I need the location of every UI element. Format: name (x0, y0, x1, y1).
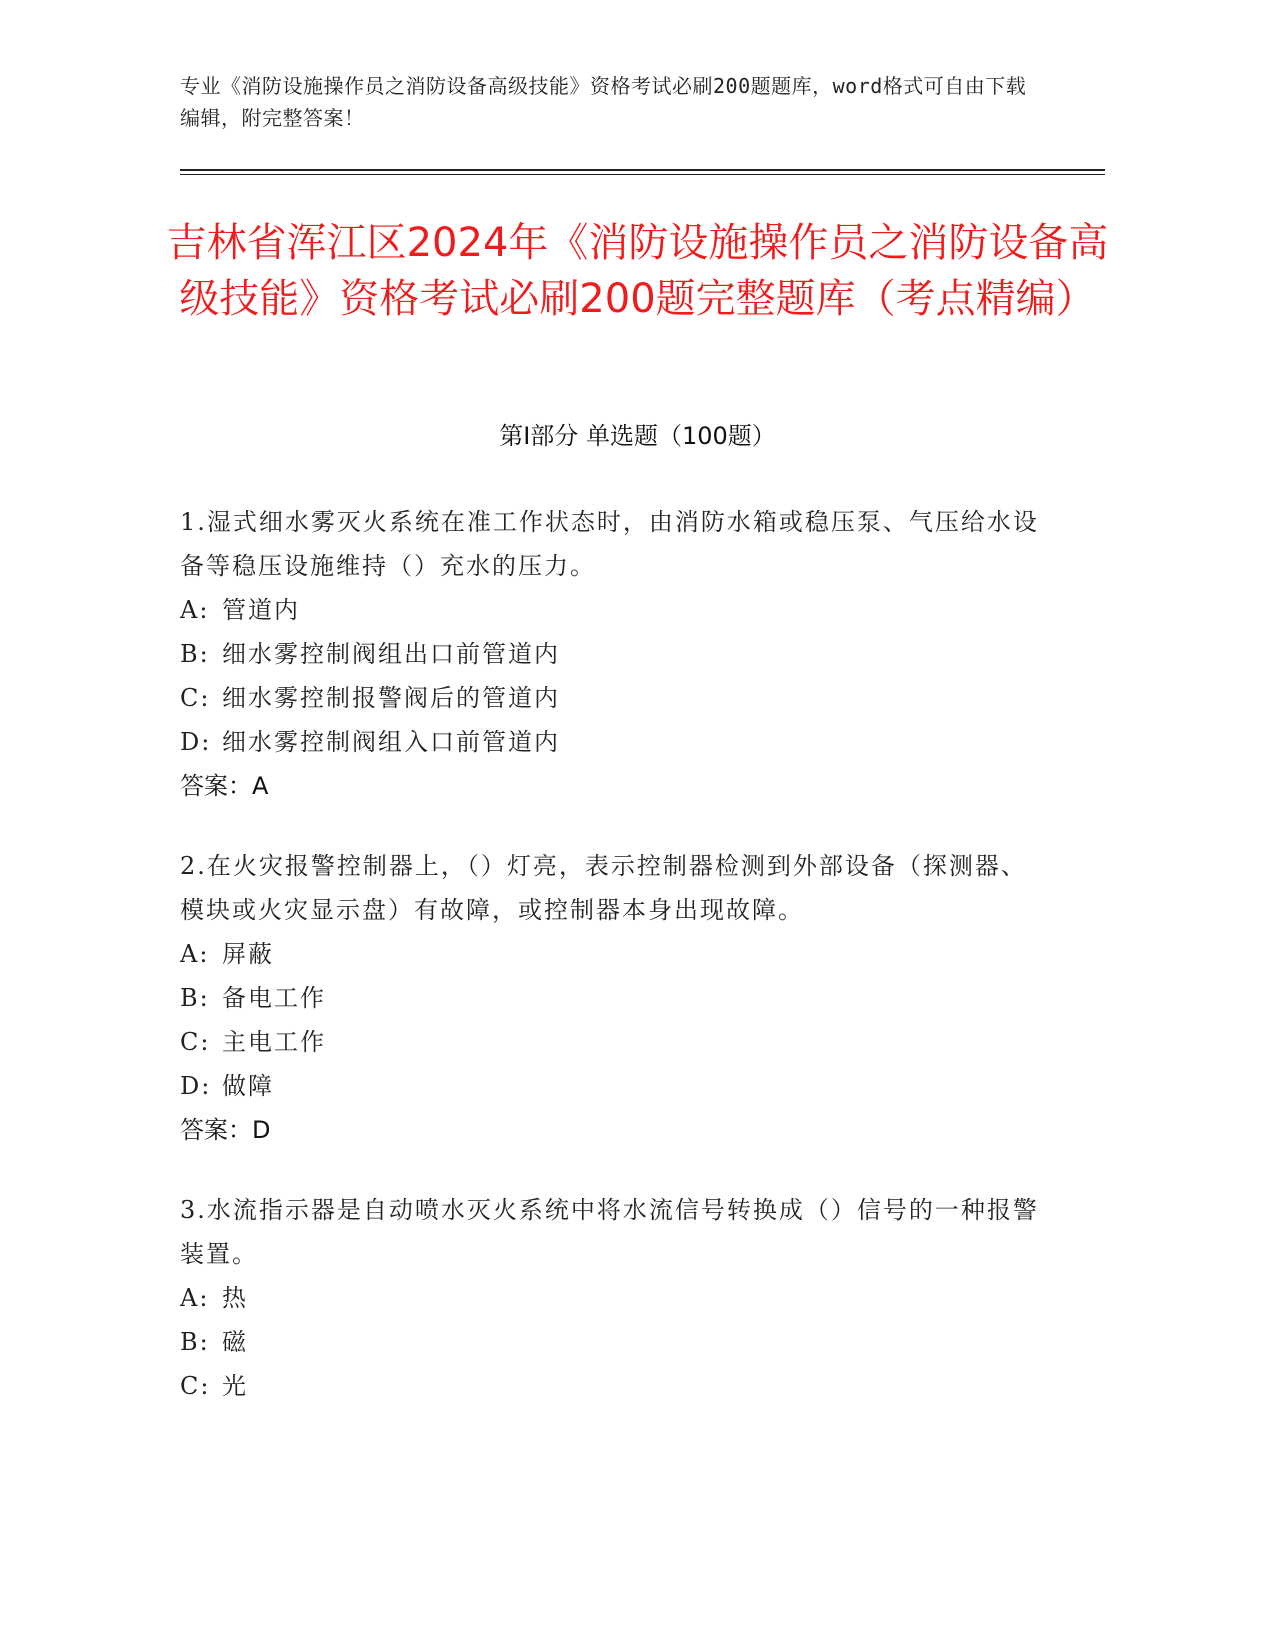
answer-line: 答案：A (180, 772, 269, 800)
option-key: C: (180, 1028, 211, 1056)
option-text: 细水雾控制阀组入口前管道内 (222, 728, 560, 756)
option-b (180, 632, 1040, 676)
option-text: 备电工作 (222, 984, 326, 1012)
option-d (180, 720, 1040, 764)
option-a (180, 1276, 1040, 1320)
question-stem: 2.在火灾报警控制器上，（）灯亮，表示控制器检测到外部设备（探测器、模块或火灾显示盘）有故障，或控制器本身出现故障。 (180, 852, 1027, 924)
option-key: B: (180, 1328, 210, 1356)
answer-line: 答案：D (180, 1116, 271, 1144)
option-key: C: (180, 1372, 211, 1400)
option-b (180, 976, 1040, 1020)
option-text: 主电工作 (222, 1028, 326, 1056)
option-c (180, 676, 1040, 720)
option-c (180, 1020, 1040, 1064)
option-text: 管道内 (222, 596, 300, 624)
question-item (180, 500, 1040, 808)
option-d (180, 1064, 1040, 1108)
option-text: 光 (222, 1372, 248, 1400)
question-stem: 1.湿式细水雾灭火系统在准工作状态时，由消防水箱或稳压泵、气压给水设备等稳压设施维持（）充水的压力。 (180, 508, 1039, 580)
option-text: 热 (222, 1284, 248, 1312)
option-key: D: (180, 728, 212, 756)
question-stem: 3.水流指示器是自动喷水灭火系统中将水流信号转换成（）信号的一种报警装置。 (180, 1196, 1039, 1268)
section-title: 第Ⅰ部分 单选题（100题） (499, 422, 776, 450)
option-c (180, 1364, 1040, 1408)
option-key: A: (180, 1284, 210, 1312)
question-list (180, 500, 1040, 1444)
question-item (180, 1188, 1040, 1408)
header-divider-thin (180, 174, 1105, 175)
option-a (180, 588, 1040, 632)
option-key: A: (180, 596, 210, 624)
option-key: B: (180, 640, 210, 668)
option-text: 磁 (222, 1328, 248, 1356)
document-title: 吉林省浑江区2024年《消防设施操作员之消防设备高级技能》资格考试必刷200题完整题库（考点精编） (166, 220, 1109, 322)
header-note: 专业《消防设施操作员之消防设备高级技能》资格考试必刷200题题库，word格式可自由下载编辑，附完整答案！ (180, 74, 1027, 130)
option-key: D: (180, 1072, 212, 1100)
option-text: 细水雾控制阀组出口前管道内 (222, 640, 560, 668)
question-item (180, 844, 1040, 1152)
option-key: A: (180, 940, 210, 968)
option-key: B: (180, 984, 210, 1012)
option-b (180, 1320, 1040, 1364)
option-text: 做障 (222, 1072, 274, 1100)
option-key: C: (180, 684, 211, 712)
option-a (180, 932, 1040, 976)
option-text: 细水雾控制报警阀后的管道内 (222, 684, 560, 712)
header-divider-thick (180, 169, 1105, 171)
option-text: 屏蔽 (222, 940, 274, 968)
